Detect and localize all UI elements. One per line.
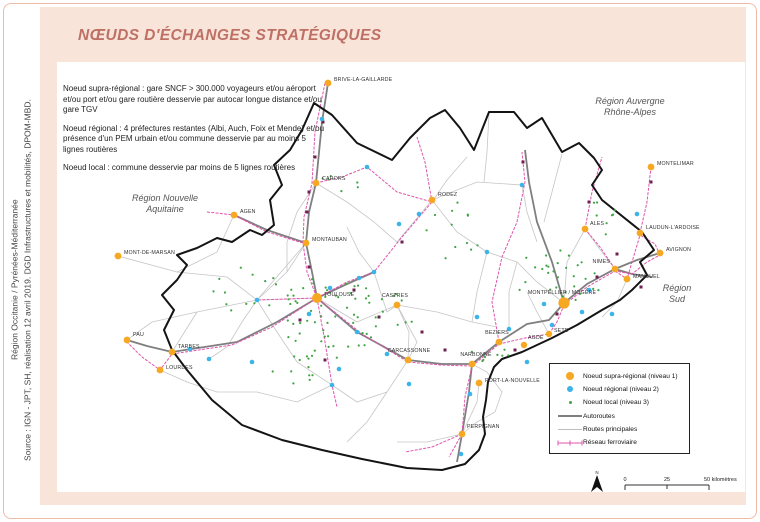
scale-rule <box>625 485 709 490</box>
rail-station-marker <box>306 211 309 214</box>
local-node-dot <box>434 214 436 216</box>
page-title: NŒUDS D'ÉCHANGES STRATÉGIQUES <box>78 27 382 44</box>
city-label: MANDUEL <box>633 274 660 280</box>
city-label: SETE <box>554 328 569 334</box>
local-node-dot <box>541 268 543 270</box>
regional-node-dot <box>372 270 377 275</box>
regional-node-icon <box>557 386 583 392</box>
legend-item-rail: Réseau ferroviaire <box>557 437 684 449</box>
local-node-dot <box>299 359 301 361</box>
local-node-dot <box>597 289 599 291</box>
rail-station-marker <box>556 313 559 316</box>
supra-node-dot <box>169 349 176 356</box>
definition-local: Noeud local : commune desservie par moins de 5 lignes routières <box>63 163 296 173</box>
local-node-dot <box>470 249 472 251</box>
local-node-dot <box>287 298 289 300</box>
city-label: BRIVE-LA-GAILLARDE <box>334 77 393 83</box>
local-node-dot <box>225 303 227 305</box>
local-node-dot <box>292 323 294 325</box>
local-node-dot <box>245 303 247 305</box>
regional-node-dot <box>328 286 333 291</box>
scalebar <box>580 468 755 498</box>
definition-supra: Noeud supra-régional : gare SNCF > 300.000 voyageurs et/ou aéroport et/ou port et/ou gare routière desservie par autocar longue distance et/ou gare TGV <box>63 84 322 115</box>
local-node-dot <box>287 294 289 296</box>
supra-node-dot <box>231 212 238 219</box>
local-node-dot <box>312 282 314 284</box>
local-node-dot <box>362 332 364 334</box>
rail-station-marker <box>588 201 591 204</box>
local-node-dot <box>327 335 329 337</box>
local-node-dot <box>503 349 505 351</box>
local-node-dot <box>326 289 328 291</box>
local-node-dot <box>354 298 356 300</box>
supra-node-dot <box>582 226 589 233</box>
local-node-dot <box>346 307 348 309</box>
regional-node-dot <box>207 357 212 362</box>
supra-node-dot <box>546 331 552 337</box>
local-node-dot <box>555 286 557 288</box>
local-node-dot <box>593 202 595 204</box>
local-node-dot <box>375 325 377 327</box>
rail-station-marker <box>378 316 381 319</box>
local-node-dot <box>581 261 583 263</box>
local-node-dot <box>454 246 456 248</box>
local-node-dot <box>310 310 312 312</box>
regional-node-dot <box>365 165 370 170</box>
city-label: MONT-DE-MARSAN <box>124 250 175 256</box>
local-node-dot <box>353 314 355 316</box>
supra-node-dot <box>459 431 466 438</box>
local-node-dot <box>292 382 294 384</box>
local-node-dot <box>606 222 608 224</box>
supra-node-dot <box>558 297 569 308</box>
supra-node-dot <box>657 250 664 257</box>
supra-node-dot <box>115 253 122 260</box>
local-node-dot <box>545 254 547 256</box>
local-node-dot <box>302 287 304 289</box>
local-node-dot <box>605 233 607 235</box>
local-node-dot <box>368 295 370 297</box>
local-node-dot <box>299 332 301 334</box>
supra-node-dot <box>521 342 527 348</box>
city-label: AVIGNON <box>666 247 692 253</box>
local-node-dot <box>212 290 214 292</box>
local-node-dot <box>289 303 291 305</box>
local-node-dot <box>307 358 309 360</box>
local-node-dot <box>307 366 309 368</box>
local-node-dot <box>334 315 336 317</box>
city-label: AGEN <box>240 209 256 215</box>
supra-node-dot <box>637 230 644 237</box>
city-label: MONTPELLIER / MOGÈRE <box>527 290 597 296</box>
supra-node-dot <box>612 266 619 273</box>
local-node-dot <box>557 262 559 264</box>
regional-node-dot <box>485 250 490 255</box>
local-node-dot <box>299 322 301 324</box>
local-node-dot <box>332 345 334 347</box>
regional-node-dot <box>468 392 473 397</box>
city-label: ALES <box>590 221 605 227</box>
legend-item-autoroutes: Autoroutes <box>557 410 684 422</box>
local-node-dot <box>573 285 575 287</box>
regional-node-dot <box>542 302 547 307</box>
legend-item-regional: Noeud régional (niveau 2) <box>557 383 684 395</box>
local-node-dot <box>218 278 220 280</box>
regional-node-dot <box>357 276 362 281</box>
regional-node-dot <box>250 360 255 365</box>
regional-node-dot <box>397 222 402 227</box>
local-node-dot <box>296 302 298 304</box>
local-node-dot <box>268 304 270 306</box>
local-node-dot <box>272 277 274 279</box>
supra-node-dot <box>648 164 655 171</box>
local-node-dot <box>230 309 232 311</box>
local-node-dot <box>577 264 579 266</box>
local-node-dot <box>545 265 547 267</box>
autoroute-line-icon <box>557 415 583 417</box>
local-node-dot <box>557 276 559 278</box>
local-node-dot <box>287 319 289 321</box>
local-node-dot <box>252 274 254 276</box>
local-node-dot <box>366 333 368 335</box>
local-node-dot <box>290 289 292 291</box>
local-node-dot <box>363 344 365 346</box>
rail-station-marker <box>421 331 424 334</box>
local-node-dot <box>525 257 527 259</box>
local-node-dot <box>401 299 403 301</box>
supra-node-dot <box>624 276 631 283</box>
local-node-dot <box>426 229 428 231</box>
local-node-dot <box>295 340 297 342</box>
city-label: NARBONNE <box>460 352 492 358</box>
rail-station-marker <box>308 266 311 269</box>
local-node-dot <box>534 266 536 268</box>
city-label: BEZIERS <box>485 330 509 336</box>
regional-node-dot <box>610 312 615 317</box>
local-node-dot <box>397 324 399 326</box>
local-node-dot <box>356 181 358 183</box>
region-label-sud: Région Sud <box>662 283 692 305</box>
city-label: PERPIGNAN <box>467 424 500 430</box>
local-node-dot <box>365 287 367 289</box>
supra-node-dot <box>469 361 476 368</box>
local-node-dot <box>322 329 324 331</box>
legend-item-supra: Noeud supra-régional (niveau 1) <box>557 370 684 382</box>
local-node-dot <box>314 321 316 323</box>
legend-item-routes: Routes principales <box>557 424 684 436</box>
local-node-dot <box>445 257 447 259</box>
map-legend <box>549 363 690 454</box>
city-label: MONTELIMAR <box>657 161 694 167</box>
city-label: LOURDES <box>166 365 193 371</box>
local-node-dot <box>320 340 322 342</box>
local-node-dot <box>466 242 468 244</box>
supra-node-dot <box>429 197 436 204</box>
city-label: CARCASSONNE <box>387 348 431 354</box>
rail-station-marker <box>444 349 447 352</box>
local-node-dot <box>368 302 370 304</box>
local-node-dot <box>272 370 274 372</box>
local-node-dot <box>501 355 503 357</box>
city-label: CASTRES <box>381 293 409 299</box>
local-node-dot <box>308 374 310 376</box>
city-label: LAUDUN-L'ARDOISE <box>646 225 700 231</box>
rail-station-marker <box>616 253 619 256</box>
local-node-dot <box>482 359 484 361</box>
local-node-dot <box>306 320 308 322</box>
local-node-dot <box>352 322 354 324</box>
north-arrow-icon <box>591 475 603 492</box>
local-node-dot <box>573 275 575 277</box>
local-node-dot <box>585 278 587 280</box>
city-label: CAHORS <box>322 176 346 182</box>
local-node-dot <box>287 336 289 338</box>
local-node-dot <box>565 267 567 269</box>
supra-node-dot <box>124 337 131 344</box>
source-credit <box>4 60 34 500</box>
city-label: RODEZ <box>438 192 458 198</box>
local-node-dot <box>325 287 327 289</box>
north-label: N <box>595 470 599 475</box>
regional-node-dot <box>330 383 335 388</box>
local-node-dot <box>559 249 561 251</box>
node-definitions <box>63 84 325 182</box>
rail-station-marker <box>401 241 404 244</box>
local-node-dot <box>496 354 498 356</box>
regional-node-dot <box>580 310 585 315</box>
local-node-dot <box>275 283 277 285</box>
local-node-dot <box>382 311 384 313</box>
local-node-dot <box>612 214 614 216</box>
regional-node-dot <box>550 323 555 328</box>
local-node-dot <box>358 344 360 346</box>
local-node-dot <box>357 316 359 318</box>
region-label-auvergne-rhone-alpes: Région Auvergne Rhône-Alpes <box>595 96 665 118</box>
rail-line-icon <box>557 439 583 447</box>
local-node-dot <box>240 267 242 269</box>
local-node-dot <box>614 209 616 211</box>
local-node-dot <box>292 295 294 297</box>
local-node-dot <box>405 321 407 323</box>
rail-station-marker <box>324 359 327 362</box>
regional-node-dot <box>520 183 525 188</box>
local-node-dot <box>596 201 598 203</box>
local-node-dot <box>411 321 413 323</box>
local-node-dot <box>311 278 313 280</box>
supra-node-dot <box>476 380 483 387</box>
local-node-dot <box>451 210 453 212</box>
local-node-dot <box>320 315 322 317</box>
local-node-dot <box>524 281 526 283</box>
supra-node-icon <box>557 372 583 380</box>
definition-regional: Noeud régional : 4 préfectures restantes (Albi, Auch, Foix et Mende) et/ou présence d'un PEM urbain et/ou commune desservie par au moins 5 lignes routières <box>63 123 325 154</box>
local-node-dot <box>320 305 322 307</box>
rail-station-marker <box>650 181 653 184</box>
local-node-dot <box>456 202 458 204</box>
regional-node-dot <box>417 212 422 217</box>
regional-node-dot <box>255 298 260 303</box>
supra-node-dot <box>496 339 503 346</box>
local-node-dot <box>357 186 359 188</box>
rail-station-marker <box>522 161 525 164</box>
supra-node-dot <box>394 302 401 309</box>
rail-station-marker <box>299 319 302 322</box>
local-node-dot <box>451 224 453 226</box>
local-node-dot <box>314 350 316 352</box>
regional-node-dot <box>307 312 312 317</box>
supra-node-dot <box>405 357 412 364</box>
local-node-dot <box>568 255 570 257</box>
local-node-dot <box>547 272 549 274</box>
supra-node-dot <box>157 367 164 374</box>
regional-node-dot <box>355 330 360 335</box>
city-label: AGDE <box>528 335 544 341</box>
scale-end-label: 50 kilomètres <box>704 477 737 483</box>
local-node-dot <box>357 285 359 287</box>
rail-station-marker <box>514 349 517 352</box>
local-node-dot <box>596 214 598 216</box>
local-node-dot <box>507 354 509 356</box>
local-node-dot <box>336 357 338 359</box>
regional-node-dot <box>459 452 464 457</box>
local-node-dot <box>467 215 469 217</box>
local-node-dot <box>519 289 521 291</box>
city-label: PAU <box>133 332 144 338</box>
local-node-dot <box>309 379 311 381</box>
city-label: NIMES <box>592 259 610 265</box>
city-label: PORT-LA-NOUVELLE <box>485 378 540 384</box>
local-node-dot <box>224 291 226 293</box>
local-node-dot <box>311 374 313 376</box>
local-node-dot <box>306 355 308 357</box>
local-node-dot <box>253 302 255 304</box>
local-node-dot <box>340 190 342 192</box>
local-node-dot <box>311 355 313 357</box>
local-node-dot <box>594 272 596 274</box>
local-node-dot <box>295 300 297 302</box>
regional-node-dot <box>407 382 412 387</box>
route-line-icon <box>557 429 583 430</box>
regional-node-dot <box>475 315 480 320</box>
local-node-dot <box>347 346 349 348</box>
rail-station-marker <box>308 191 311 194</box>
local-node-dot <box>264 280 266 282</box>
scale-zero-label: 0 <box>623 477 627 483</box>
source-line-1: Source : IGN - JPT, SH, réalisation 12 avril 2019. DGD Infrastructures et mobilités, DPOM-MBD. <box>22 99 33 461</box>
supra-node-dot <box>303 240 310 247</box>
region-label-nouvelle-aquitaine: Région Nouvelle Aquitaine <box>131 193 199 215</box>
local-node-dot <box>365 297 367 299</box>
city-label: TARBES <box>178 344 200 350</box>
scale-mid-label: 25 <box>663 477 671 483</box>
local-node-dot <box>370 336 372 338</box>
city-label: MONTAUBAN <box>312 237 347 243</box>
local-node-dot <box>290 370 292 372</box>
rail-station-marker <box>640 286 643 289</box>
regional-node-dot <box>337 367 342 372</box>
local-node-dot <box>552 270 554 272</box>
supra-node-dot <box>325 80 332 87</box>
local-node-dot <box>345 283 347 285</box>
legend-item-local: Noeud local (niveau 3) <box>557 397 684 409</box>
local-node-dot <box>328 346 330 348</box>
local-node-dot <box>293 355 295 357</box>
rail-station-marker <box>596 276 599 279</box>
supra-node-dot <box>312 293 322 303</box>
local-node-dot <box>353 285 355 287</box>
local-node-dot <box>326 322 328 324</box>
local-node-dot <box>476 244 478 246</box>
local-node-dot <box>324 336 326 338</box>
regional-node-dot <box>525 360 530 365</box>
local-node-icon <box>557 401 583 404</box>
local-node-dot <box>375 316 377 318</box>
source-line-2: Région Occitanie / Pyrénées-Méditerranée <box>9 199 20 361</box>
local-node-dot <box>575 299 577 301</box>
local-node-dot <box>547 266 549 268</box>
city-label: TOULOUSE <box>324 292 355 298</box>
regional-node-dot <box>635 212 640 217</box>
